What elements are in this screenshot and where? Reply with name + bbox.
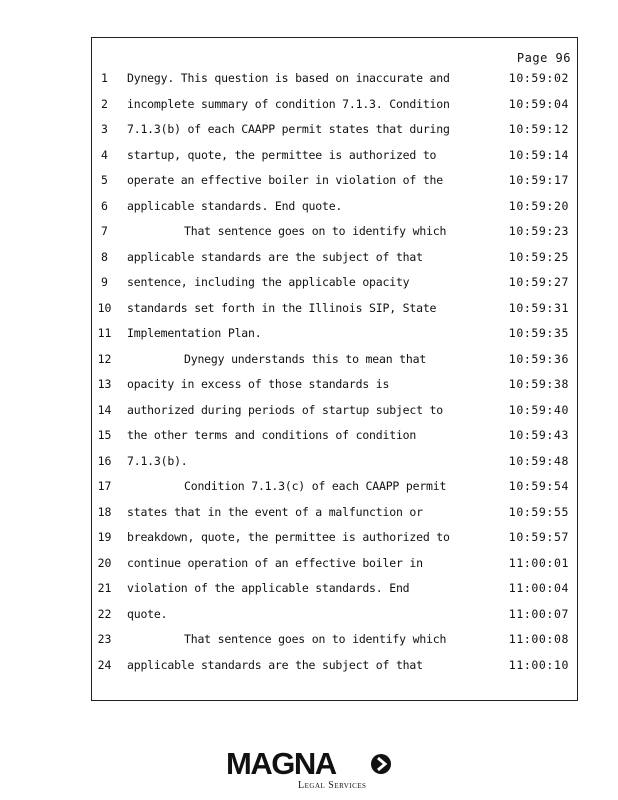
line-timestamp: 10:59:35: [508, 326, 569, 340]
magna-logo: [226, 746, 396, 794]
line-timestamp: 10:59:31: [508, 300, 569, 315]
line-number: 17: [97, 479, 112, 493]
line-timestamp: 11:00:07: [508, 606, 569, 621]
line-timestamp: 10:59:27: [508, 275, 569, 289]
line-timestamp: 10:59:43: [508, 428, 569, 442]
line-text: standards set forth in the Illinois SIP, State: [127, 300, 437, 315]
transcript-line: [92, 122, 577, 148]
transcript-page: [91, 37, 578, 701]
line-timestamp: 10:59:20: [508, 198, 569, 213]
logo-subtitle: Legal Services: [298, 780, 367, 791]
transcript-line: [92, 658, 577, 684]
transcript-lines: [92, 71, 577, 683]
line-number: 9: [101, 275, 108, 289]
line-timestamp: 11:00:10: [508, 657, 569, 672]
line-text: violation of the applicable standards. End: [127, 581, 410, 595]
transcript-line: [92, 173, 577, 199]
line-timestamp: 10:59:57: [508, 530, 569, 544]
line-text: continue operation of an effective boiler in: [127, 555, 423, 570]
line-number: 7: [101, 224, 108, 238]
line-timestamp: 10:59:25: [508, 249, 569, 264]
transcript-line: [92, 632, 577, 658]
transcript-line: [92, 454, 577, 480]
line-number: 18: [97, 504, 112, 519]
line-text: 7.1.3(b).: [127, 453, 188, 468]
transcript-line: [92, 581, 577, 607]
line-number: 14: [97, 402, 112, 417]
transcript-line: [92, 530, 577, 556]
transcript-line: [92, 199, 577, 225]
line-timestamp: 10:59:12: [508, 122, 569, 136]
transcript-line: [92, 71, 577, 97]
line-text: Dynegy. This question is based on inaccurate and: [127, 71, 450, 85]
line-number: 3: [101, 122, 108, 136]
line-number: 15: [97, 428, 112, 442]
logo-wordmark: MAGNA: [226, 746, 336, 781]
transcript-line: [92, 428, 577, 454]
chevron-right-circle-icon: [370, 753, 392, 775]
line-text: the other terms and conditions of condition: [127, 428, 417, 442]
transcript-line: [92, 250, 577, 276]
line-timestamp: 10:59:17: [508, 173, 569, 187]
line-text: startup, quote, the permittee is authorized to: [127, 147, 437, 162]
transcript-line: [92, 148, 577, 174]
line-text: authorized during periods of startup subject to: [127, 402, 444, 417]
line-number: 11: [97, 326, 112, 340]
transcript-line: [92, 505, 577, 531]
line-text: That sentence goes on to identify which: [184, 632, 447, 646]
line-timestamp: 10:59:38: [508, 377, 569, 391]
line-number: 21: [97, 581, 112, 595]
line-timestamp: 10:59:04: [508, 96, 569, 111]
transcript-line: [92, 224, 577, 250]
line-number: 4: [101, 147, 108, 162]
line-timestamp: 10:59:54: [508, 479, 569, 493]
line-timestamp: 10:59:48: [508, 453, 569, 468]
line-text: quote.: [127, 606, 168, 621]
transcript-line: [92, 377, 577, 403]
line-text: applicable standards. End quote.: [127, 198, 343, 213]
line-number: 13: [97, 377, 112, 391]
line-text: breakdown, quote, the permittee is authorized to: [127, 530, 450, 544]
line-text: applicable standards are the subject of that: [127, 249, 423, 264]
transcript-line: [92, 403, 577, 429]
line-number: 22: [97, 606, 112, 621]
line-timestamp: 10:59:23: [508, 224, 569, 238]
transcript-line: [92, 352, 577, 378]
line-number: 20: [97, 555, 112, 570]
line-number: 12: [97, 351, 112, 366]
transcript-line: [92, 326, 577, 352]
line-number: 2: [101, 96, 108, 111]
line-number: 19: [97, 530, 112, 544]
line-number: 6: [101, 198, 108, 213]
line-text: That sentence goes on to identify which: [184, 224, 447, 238]
line-timestamp: 11:00:01: [508, 555, 569, 570]
line-text: sentence, including the applicable opacity: [127, 275, 410, 289]
line-number: 8: [101, 249, 108, 264]
line-number: 5: [101, 173, 108, 187]
transcript-line: [92, 556, 577, 582]
page-number: Page 96: [516, 51, 571, 65]
line-timestamp: 10:59:36: [508, 351, 569, 366]
line-number: 16: [97, 453, 112, 468]
line-text: operate an effective boiler in violation of the: [127, 173, 444, 187]
line-timestamp: 10:59:40: [508, 402, 569, 417]
transcript-line: [92, 479, 577, 505]
line-text: opacity in excess of those standards is: [127, 377, 390, 391]
line-text: applicable standards are the subject of that: [127, 657, 423, 672]
line-text: Implementation Plan.: [127, 326, 262, 340]
line-timestamp: 10:59:55: [508, 504, 569, 519]
transcript-line: [92, 607, 577, 633]
line-number: 24: [97, 657, 112, 672]
transcript-line: [92, 301, 577, 327]
line-text: incomplete summary of condition 7.1.3. Condition: [127, 96, 450, 111]
transcript-line: [92, 275, 577, 301]
line-text: Condition 7.1.3(c) of each CAAPP permit: [184, 479, 447, 493]
line-timestamp: 11:00:08: [508, 632, 569, 646]
line-number: 1: [101, 71, 108, 85]
line-number: 10: [97, 300, 112, 315]
line-timestamp: 11:00:04: [508, 581, 569, 595]
transcript-line: [92, 97, 577, 123]
line-text: 7.1.3(b) of each CAAPP permit states that during: [127, 122, 450, 136]
line-number: 23: [97, 632, 112, 646]
line-text: Dynegy understands this to mean that: [184, 351, 427, 366]
line-text: states that in the event of a malfunction or: [127, 504, 423, 519]
line-timestamp: 10:59:02: [508, 71, 569, 85]
line-timestamp: 10:59:14: [508, 147, 569, 162]
